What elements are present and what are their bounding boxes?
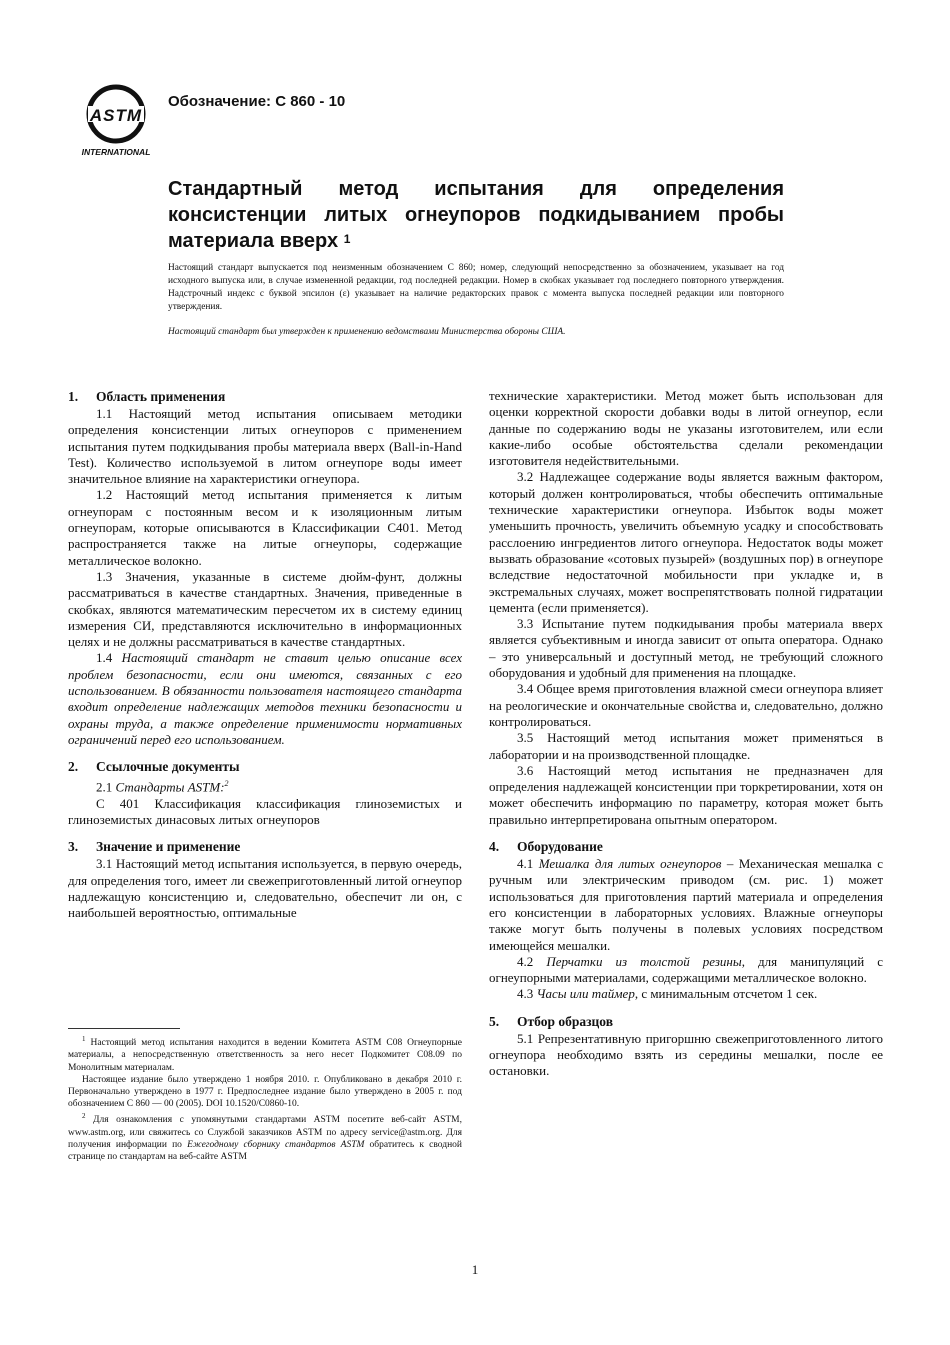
footnote-1: $^1$ Настоящий метод испытания находится в ведении Комитета ASTM С08 Огнеупорные материалы, а непосредственную ответственность за него несет Подкомитет С08.09 по Монолитным материалам. [68, 1035, 463, 1073]
paragraph-3-6: 3.6 Настоящий метод испытания не предназначен для определения надлежащей консистенции при торкретировании, хотя он может обеспечить информацию по параметру, которая может быть правильно интерпретирована опытным оператором. [489, 762, 883, 827]
footnotes [68, 1033, 462, 1163]
paragraph-1-3: 1.3 Значения, указанные в системе дюйм-фунт, должны рассматриваться в качестве стандартных. Значения, приведенные в скобках, являются математическим пересчетом их в систему единиц измерения СИ, представляются исключительно в информационных целях и не должны рассматриваться в качестве стандартных. [68, 568, 462, 650]
right-column [489, 388, 883, 1080]
designation: Обозначение: С 860 - 10 [168, 93, 346, 110]
paragraph-3-1-continued: технические характеристики. Метод может быть использован для оценки корректной скорости добавки воды в литой огнеупор, если данные по содержанию воды не указаны изготовителем, или если какие-либо особые обстоятельства сделали рекомендации изготовителя недействительными. [489, 388, 883, 469]
approval-note: Настоящий стандарт был утвержден к применению ведомствами Министерства обороны США. [168, 327, 566, 337]
paragraph-1-4: 1.4 Настоящий стандарт не ставит целью описание всех проблем безопасности, если они имеются, связанных с его использованием. В обязанности пользователя настоящего стандарта входит определение надлежащих методов техники безопасности и охраны труда, а также определение применимости нормативных ограничений перед его использованием. [68, 650, 462, 747]
astm-logo [76, 84, 156, 158]
title-footnote-ref: 1 [343, 232, 351, 246]
paragraph-3-1: 3.1 Настоящий метод испытания используется, в первую очередь, для определения того, имеет ли свежеприготовленный литой огнеупор надлежащую консистенцию и, следовательно, обеспечит ли он, с наибольшей вероятностью, оптимальные [68, 856, 462, 921]
paragraph-4-1: 4.1 Мешалка для литых огнеупоров – Механическая мешалка с ручным или электрическим приводом (см. рис. 1) может использоваться для приготовления партий материала и определения его консистенции в лабораторных условиях. Влажные огнеупоры также могут быть получены в полевых условиях посредством имеющейся мешалки. [489, 856, 884, 953]
section-heading-2: 2. Ссылочные документы [68, 759, 240, 775]
section-heading-1: 1. Область применения [68, 389, 226, 404]
svg-text:ASTM: ASTM [89, 106, 143, 125]
paragraph-5-1: 5.1 Репрезентативную пригоршню свежеприготовленного литого огнеупора необходимо взять из середины мешалки, после ее остановки. [489, 1030, 883, 1079]
footnote-divider [68, 1028, 180, 1029]
footnote-1b: Настоящее издание было утверждено 1 ноября 2010. г. Опубликовано в декабря 2010 г. Первоначально утверждено в 1977 г. Предпоследнее издание было утверждено в 2005 г. под обозначением С 860 — 00 (2005). DOI 10.1520/C0860-10. [68, 1074, 462, 1110]
preamble: Настоящий стандарт выпускается под неизменным обозначением С 860; номер, следующий непосредственно за обозначением, указывает на год исходного выпуска или, в случае измененной редакции, год последней редакции. Номер в скобках указывает год последнего повторного утверждения. Надстрочный индекс с буквой эпсилон (ε) указывает на наличие редакторских правок с момента выпуска последней редакции или повторного утверждения. [168, 263, 784, 312]
section-heading-4: 4. Оборудование [489, 839, 603, 855]
paragraph-3-5: 3.5 Настоящий метод испытания может применяться в лаборатории и на производственной площадке. [489, 730, 883, 762]
paragraph-1-2: 1.2 Настоящий метод испытания применяется к литым огнеупорам с постоянным весом и к изоляционным литым огнеупорам, которые описываются в Классификации С401. Метод распространяется также на литые огнеупоры, содержащие металлическое волокно. [68, 487, 462, 568]
section-heading-3: 3. Значение и применение [68, 839, 241, 855]
paragraph-4-2: 4.2 Перчатки из толстой резины, для манипуляций с огнеупорными материалами, содержащими металлическое волокно. [489, 953, 884, 986]
paragraph-2-1: 2.1 Стандарты ASTM:$^2$ [96, 779, 229, 795]
paragraph-3-4: 3.4 Общее время приготовления влажной смеси огнеупора влияет на реологические и окончательные свойства и, следовательно, должно контролироваться. [489, 681, 883, 729]
footnote-2: $^2$ Для ознакомления с упомянутыми стандартами ASTM посетите веб-сайт ASTM, www.astm.org, или свяжитесь со Службой заказчиков ASTM по адресу service@astm.org. Для получения информации по Ежегодному сборнику стандартов ASTM обратитесь к сводной странице по стандартам на веб-сайте ASTM [68, 1112, 463, 1163]
paragraph-1-1: 1.1 Настоящий метод испытания описываем методики определения консистенции литых огнеупоров с применением испытания путем подкидывания пробы материала вверх (Ball-in-Hand Test). Количество используемой в литом огнеупоре воды имеет значительное влияние на характеристики огнеупора. [68, 406, 462, 487]
paragraph-2-2: С 401 Классификация классификация глиноземистых и глиноземистых динасовых литых огнеупоров [68, 795, 462, 828]
paragraph-3-3: 3.3 Испытание путем подкидывания пробы материала вверх является субъективным и иногда зависит от опыта оператора. Однако – это универсальный и доступный метод, не требующий сложного оборудования и удобный для применения на площадке. [489, 616, 883, 681]
left-column [68, 388, 462, 922]
page-number: 1 [471, 1262, 479, 1277]
svg-text:INTERNATIONAL: INTERNATIONAL [81, 147, 151, 157]
paragraph-3-2: 3.2 Надлежащее содержание воды является важным фактором, который должен контролироваться, чтобы обеспечить оптимальные технические характеристики огнеупора. Избыток воды может уменьшить прочность, увеличить объемную усадку и способствовать расслоению ингредиентов литого огнеупора. Недостаток воды может вызвать образование «сотовых пузырей» (воздушных пор) в огнеупоре вследствие недостаточной мобильности при укладке и, в экстремальных случаях, может воспрепятствовать полной гидратации цемента (если применяется). [489, 469, 883, 615]
section-heading-5: 5. Отбор образцов [489, 1013, 614, 1029]
document-title: Стандартный метод испытания для определения консистенции литых огнеупоров подкидыванием пробы материала вверх $^1$ [168, 178, 784, 252]
paragraph-4-3: 4.3 Часы или таймер, с минимальным отсчетом 1 сек. [517, 986, 818, 1002]
